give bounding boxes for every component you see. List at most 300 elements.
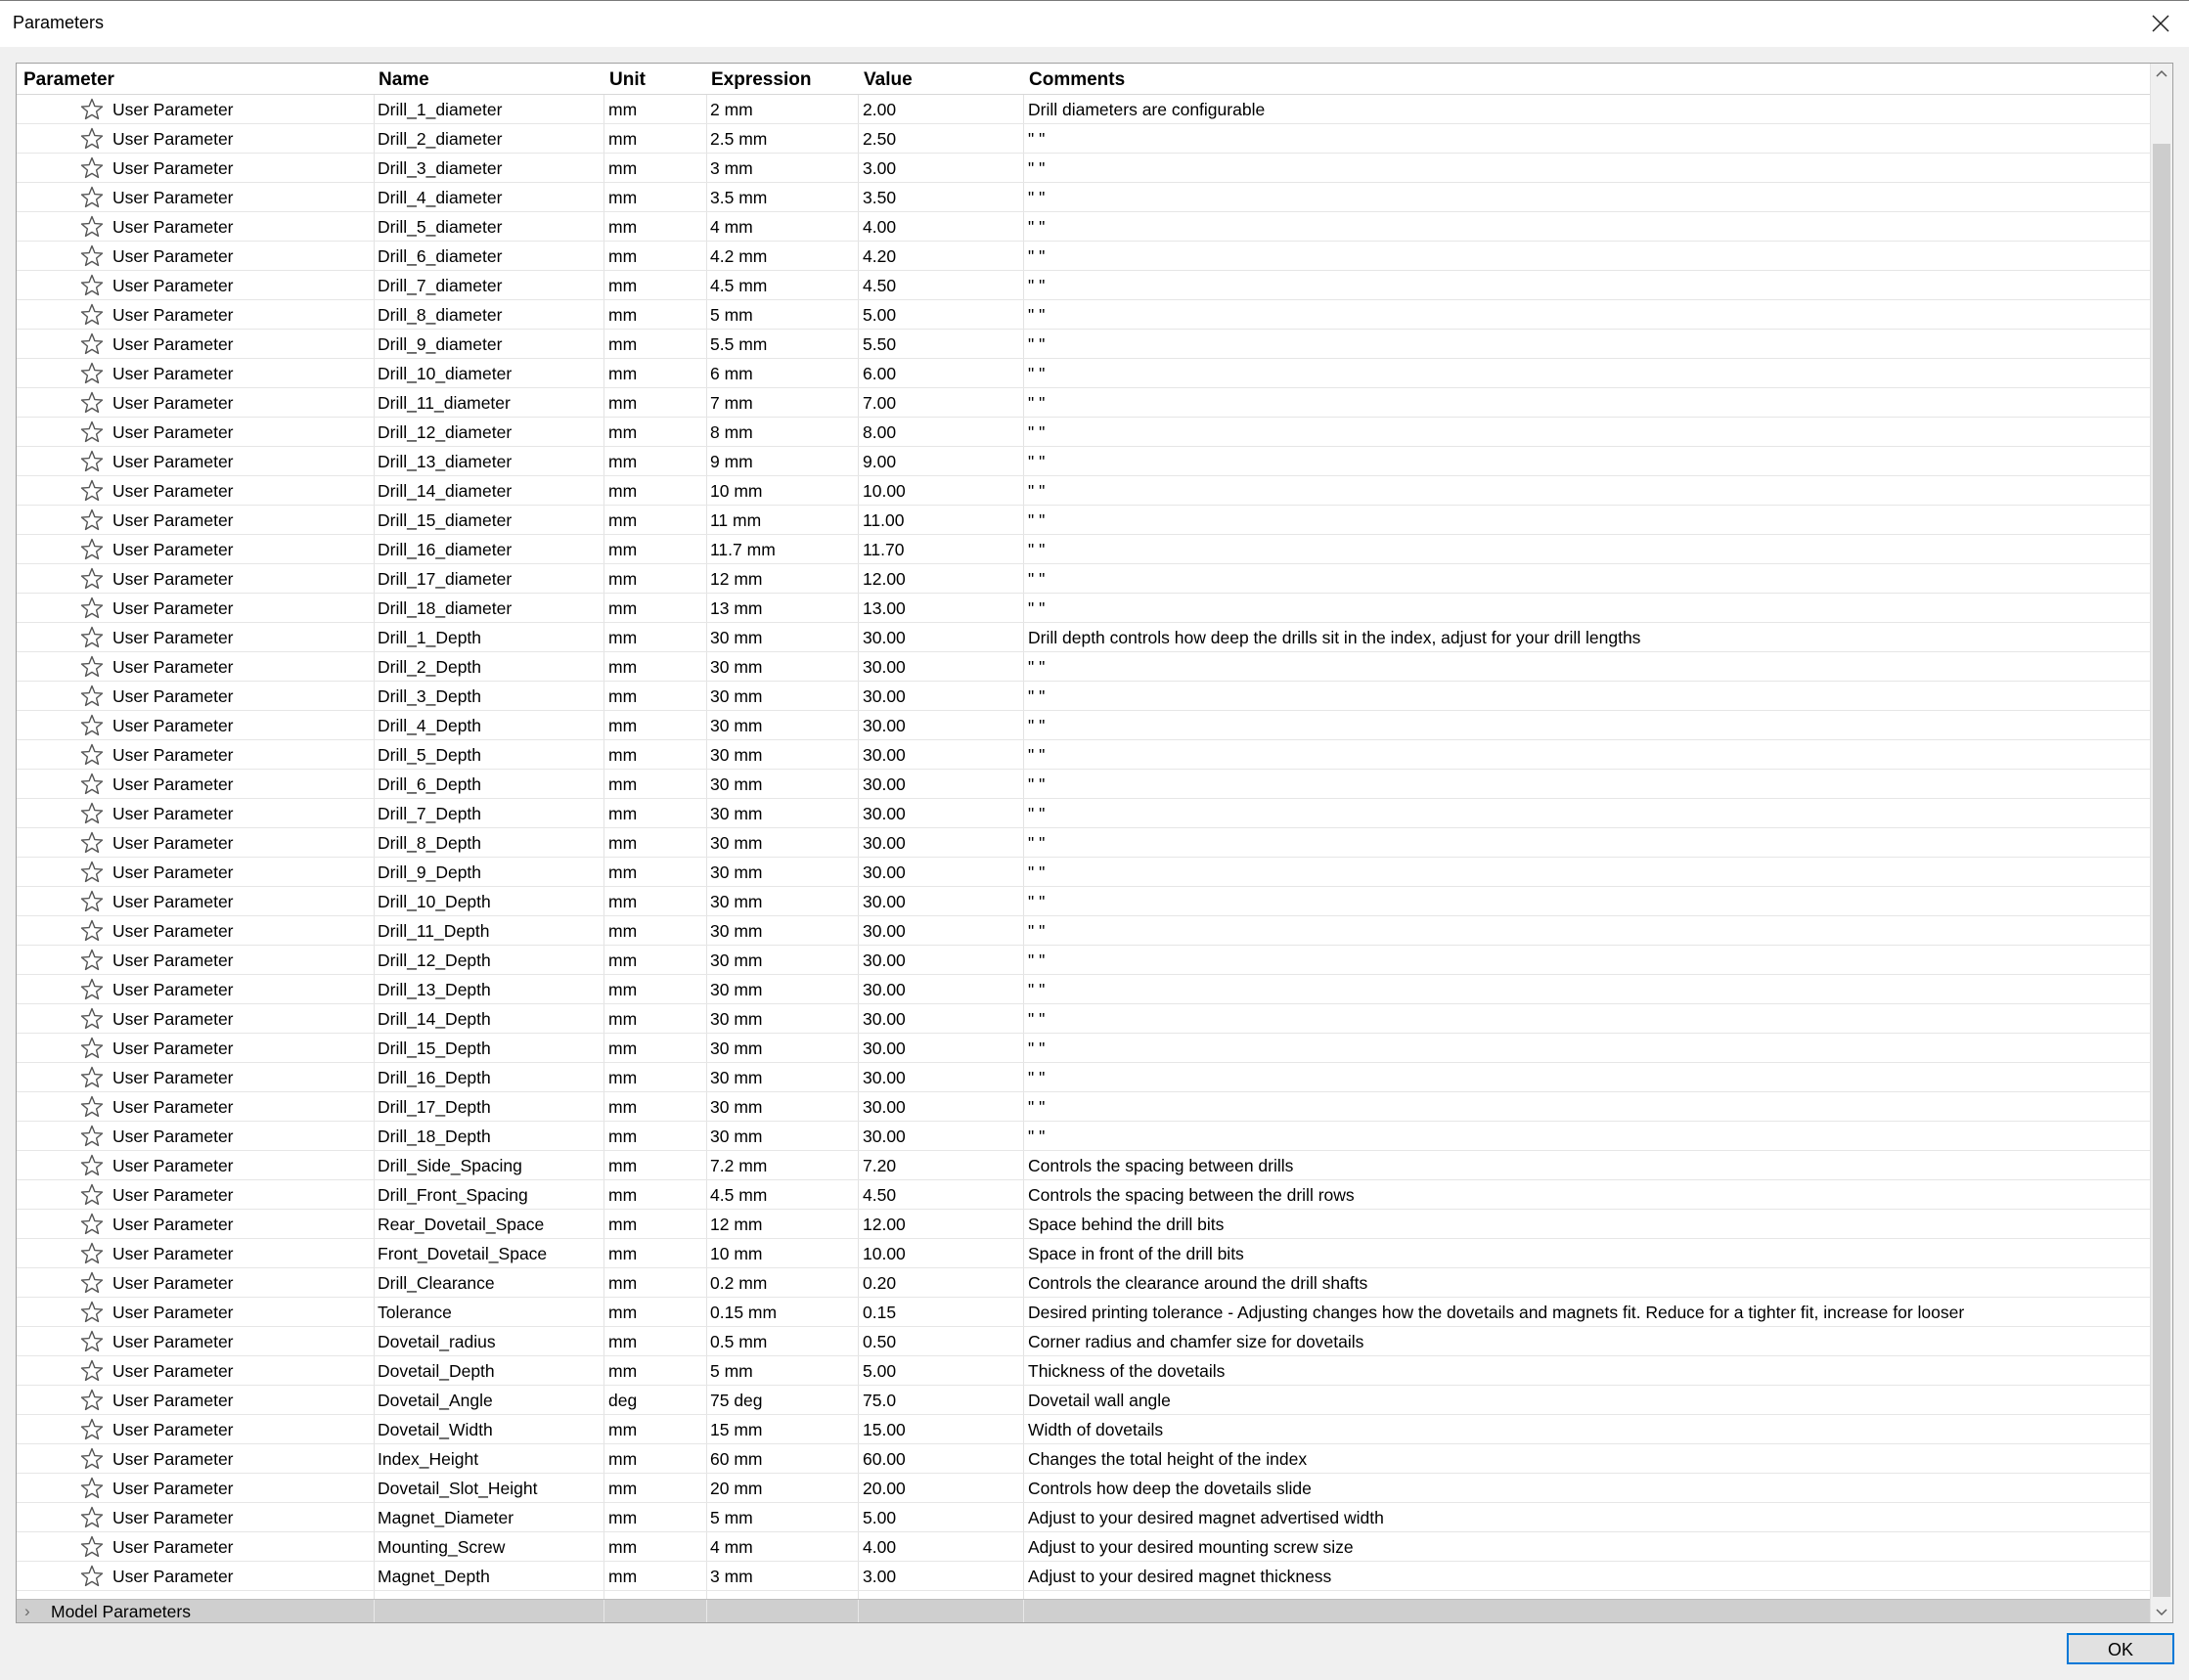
row-comment[interactable]: Space in front of the drill bits <box>1028 1244 1244 1263</box>
row-name[interactable]: Index_Height <box>378 1449 479 1469</box>
table-row[interactable] <box>17 916 2150 946</box>
table-row[interactable] <box>17 564 2150 594</box>
row-comment[interactable]: " " <box>1028 686 1046 706</box>
row-expression[interactable]: 30 mm <box>710 686 763 706</box>
star-outline-icon[interactable] <box>79 449 105 474</box>
table-row[interactable] <box>17 1474 2150 1503</box>
row-comment[interactable]: Controls the spacing between the drill rows <box>1028 1185 1355 1205</box>
star-outline-icon[interactable] <box>79 948 105 973</box>
row-comment[interactable]: Controls how deep the dovetails slide <box>1028 1479 1312 1498</box>
chevron-right-icon[interactable]: › <box>24 1602 30 1620</box>
row-name[interactable]: Drill_2_diameter <box>378 129 503 149</box>
table-row[interactable] <box>17 95 2150 124</box>
star-outline-icon[interactable] <box>79 1358 105 1384</box>
row-comment[interactable]: " " <box>1028 452 1046 471</box>
row-expression[interactable]: 3 mm <box>710 1567 753 1586</box>
table-row[interactable] <box>17 770 2150 799</box>
row-comment[interactable]: " " <box>1028 422 1046 442</box>
star-outline-icon[interactable] <box>79 596 105 621</box>
row-name[interactable]: Drill_3_Depth <box>378 686 482 706</box>
row-unit[interactable]: mm <box>608 686 638 706</box>
table-row[interactable] <box>17 476 2150 506</box>
table-row[interactable] <box>17 1386 2150 1415</box>
table-row[interactable] <box>17 946 2150 975</box>
vertical-scrollbar[interactable] <box>2150 64 2172 1622</box>
row-name[interactable]: Drill_10_diameter <box>378 364 513 383</box>
row-expression[interactable]: 2.5 mm <box>710 129 768 149</box>
row-name[interactable]: Drill_11_Depth <box>378 921 490 941</box>
row-unit[interactable]: mm <box>608 716 638 735</box>
row-name[interactable]: Drill_11_diameter <box>378 393 511 413</box>
row-expression[interactable]: 5 mm <box>710 1508 753 1527</box>
row-comment[interactable]: Adjust to your desired mounting screw size <box>1028 1537 1354 1557</box>
star-outline-icon[interactable] <box>79 1564 105 1589</box>
row-unit[interactable]: mm <box>608 1449 638 1469</box>
table-row[interactable] <box>17 828 2150 858</box>
star-outline-icon[interactable] <box>79 918 105 944</box>
row-expression[interactable]: 0.2 mm <box>710 1273 768 1293</box>
row-unit[interactable]: mm <box>608 276 638 295</box>
star-outline-icon[interactable] <box>79 302 105 328</box>
row-expression[interactable]: 7.2 mm <box>710 1156 768 1175</box>
table-row[interactable] <box>17 1063 2150 1092</box>
row-unit[interactable]: mm <box>608 1009 638 1029</box>
row-expression[interactable]: 30 mm <box>710 657 763 677</box>
row-unit[interactable]: mm <box>608 158 638 178</box>
row-name[interactable]: Drill_6_diameter <box>378 246 503 266</box>
row-name[interactable]: Drill_5_Depth <box>378 745 482 765</box>
header-value[interactable]: Value <box>864 69 913 90</box>
row-expression[interactable]: 11.7 mm <box>710 540 776 559</box>
row-expression[interactable]: 10 mm <box>710 481 763 501</box>
row-expression[interactable]: 4 mm <box>710 217 753 237</box>
row-unit[interactable]: mm <box>608 951 638 970</box>
row-unit[interactable]: mm <box>608 452 638 471</box>
row-expression[interactable]: 30 mm <box>710 774 763 794</box>
star-outline-icon[interactable] <box>79 1417 105 1442</box>
star-outline-icon[interactable] <box>79 155 105 181</box>
scroll-down-button[interactable] <box>2151 1601 2172 1622</box>
row-unit[interactable]: mm <box>608 246 638 266</box>
star-outline-icon[interactable] <box>79 625 105 650</box>
row-expression[interactable]: 3 mm <box>710 158 753 178</box>
row-name[interactable]: Mounting_Screw <box>378 1537 506 1557</box>
row-expression[interactable]: 30 mm <box>710 804 763 823</box>
star-outline-icon[interactable] <box>79 1006 105 1032</box>
star-outline-icon[interactable] <box>79 860 105 885</box>
row-comment[interactable]: " " <box>1028 569 1046 589</box>
table-row[interactable] <box>17 1444 2150 1474</box>
row-comment[interactable]: " " <box>1028 1009 1046 1029</box>
row-name[interactable]: Drill_Front_Spacing <box>378 1185 528 1205</box>
row-comment[interactable]: Controls the clearance around the drill shafts <box>1028 1273 1368 1293</box>
row-expression[interactable]: 4.5 mm <box>710 276 768 295</box>
row-comment[interactable]: " " <box>1028 804 1046 823</box>
row-comment[interactable]: Adjust to your desired magnet advertised width <box>1028 1508 1384 1527</box>
table-row[interactable] <box>17 124 2150 154</box>
table-row[interactable] <box>17 1327 2150 1356</box>
star-outline-icon[interactable] <box>79 1300 105 1325</box>
table-row[interactable] <box>17 682 2150 711</box>
row-name[interactable]: Drill_17_Depth <box>378 1097 491 1117</box>
star-outline-icon[interactable] <box>79 537 105 562</box>
table-row[interactable] <box>17 1298 2150 1327</box>
star-outline-icon[interactable] <box>79 1065 105 1090</box>
row-comment[interactable]: " " <box>1028 951 1046 970</box>
star-outline-icon[interactable] <box>79 684 105 709</box>
table-row[interactable] <box>17 330 2150 359</box>
row-unit[interactable]: mm <box>608 393 638 413</box>
row-comment[interactable]: " " <box>1028 921 1046 941</box>
row-name[interactable]: Drill_16_diameter <box>378 540 513 559</box>
table-row[interactable] <box>17 1180 2150 1210</box>
row-expression[interactable]: 5.5 mm <box>710 334 768 354</box>
row-name[interactable]: Magnet_Depth <box>378 1567 490 1586</box>
row-comment[interactable]: " " <box>1028 745 1046 765</box>
row-name[interactable]: Tolerance <box>378 1303 452 1322</box>
star-outline-icon[interactable] <box>79 390 105 416</box>
model-parameters-group[interactable] <box>17 1599 2150 1622</box>
row-comment[interactable]: " " <box>1028 246 1046 266</box>
star-outline-icon[interactable] <box>79 1124 105 1149</box>
row-name[interactable]: Drill_14_Depth <box>378 1009 491 1029</box>
table-row[interactable] <box>17 300 2150 330</box>
star-outline-icon[interactable] <box>79 889 105 914</box>
star-outline-icon[interactable] <box>79 1036 105 1061</box>
row-expression[interactable]: 9 mm <box>710 452 753 471</box>
star-outline-icon[interactable] <box>79 742 105 768</box>
star-outline-icon[interactable] <box>79 654 105 680</box>
row-expression[interactable]: 12 mm <box>710 569 763 589</box>
row-name[interactable]: Magnet_Diameter <box>378 1508 514 1527</box>
row-expression[interactable]: 4.2 mm <box>710 246 768 266</box>
row-comment[interactable]: " " <box>1028 657 1046 677</box>
table-row[interactable] <box>17 975 2150 1004</box>
table-row[interactable] <box>17 1562 2150 1591</box>
star-outline-icon[interactable] <box>79 1534 105 1560</box>
row-unit[interactable]: mm <box>608 833 638 853</box>
header-comments[interactable]: Comments <box>1029 69 1126 90</box>
row-unit[interactable]: mm <box>608 569 638 589</box>
row-unit[interactable]: mm <box>608 188 638 207</box>
row-expression[interactable]: 5 mm <box>710 1361 753 1381</box>
header-parameter[interactable]: Parameter <box>23 69 114 90</box>
row-comment[interactable]: Thickness of the dovetails <box>1028 1361 1226 1381</box>
row-unit[interactable]: mm <box>608 1508 638 1527</box>
star-outline-icon[interactable] <box>79 97 105 122</box>
row-expression[interactable]: 3.5 mm <box>710 188 768 207</box>
row-comment[interactable]: Width of dovetails <box>1028 1420 1164 1439</box>
row-expression[interactable]: 30 mm <box>710 1039 763 1058</box>
row-comment[interactable]: " " <box>1028 716 1046 735</box>
table-row[interactable] <box>17 154 2150 183</box>
row-unit[interactable]: mm <box>608 628 638 647</box>
table-row[interactable] <box>17 1268 2150 1298</box>
star-outline-icon[interactable] <box>79 1329 105 1354</box>
row-unit[interactable]: mm <box>608 217 638 237</box>
star-outline-icon[interactable] <box>79 420 105 445</box>
row-comment[interactable]: " " <box>1028 1039 1046 1058</box>
row-unit[interactable]: mm <box>608 1332 638 1351</box>
header-unit[interactable]: Unit <box>609 69 646 90</box>
row-unit[interactable]: mm <box>608 1537 638 1557</box>
row-comment[interactable]: " " <box>1028 481 1046 501</box>
row-expression[interactable]: 30 mm <box>710 862 763 882</box>
star-outline-icon[interactable] <box>79 478 105 504</box>
row-comment[interactable]: " " <box>1028 305 1046 325</box>
star-outline-icon[interactable] <box>79 1182 105 1208</box>
row-unit[interactable]: mm <box>608 1567 638 1586</box>
row-unit[interactable]: mm <box>608 921 638 941</box>
row-comment[interactable]: " " <box>1028 862 1046 882</box>
row-unit[interactable]: mm <box>608 481 638 501</box>
star-outline-icon[interactable] <box>79 1241 105 1266</box>
row-comment[interactable]: " " <box>1028 217 1046 237</box>
row-comment[interactable]: Adjust to your desired magnet thickness <box>1028 1567 1332 1586</box>
row-expression[interactable]: 30 mm <box>710 745 763 765</box>
table-row[interactable] <box>17 1415 2150 1444</box>
table-row[interactable] <box>17 447 2150 476</box>
row-name[interactable]: Rear_Dovetail_Space <box>378 1215 545 1234</box>
row-name[interactable]: Drill_4_diameter <box>378 188 503 207</box>
row-name[interactable]: Drill_1_diameter <box>378 100 503 119</box>
row-name[interactable]: Drill_10_Depth <box>378 892 491 911</box>
row-unit[interactable]: mm <box>608 1097 638 1117</box>
row-name[interactable]: Front_Dovetail_Space <box>378 1244 548 1263</box>
row-unit[interactable]: mm <box>608 305 638 325</box>
row-unit[interactable]: mm <box>608 334 638 354</box>
star-outline-icon[interactable] <box>79 1270 105 1296</box>
row-name[interactable]: Drill_5_diameter <box>378 217 503 237</box>
star-outline-icon[interactable] <box>79 977 105 1002</box>
row-unit[interactable]: mm <box>608 804 638 823</box>
table-row[interactable] <box>17 359 2150 388</box>
row-name[interactable]: Drill_13_Depth <box>378 980 491 999</box>
row-comment[interactable]: Changes the total height of the index <box>1028 1449 1308 1469</box>
table-row[interactable] <box>17 271 2150 300</box>
row-expression[interactable]: 30 mm <box>710 716 763 735</box>
row-name[interactable]: Dovetail_Slot_Height <box>378 1479 538 1498</box>
row-unit[interactable]: mm <box>608 598 638 618</box>
row-name[interactable]: Drill_12_diameter <box>378 422 513 442</box>
table-row[interactable] <box>17 1151 2150 1180</box>
row-name[interactable]: Drill_4_Depth <box>378 716 482 735</box>
star-outline-icon[interactable] <box>79 126 105 152</box>
row-unit[interactable]: mm <box>608 129 638 149</box>
table-row[interactable] <box>17 1004 2150 1034</box>
table-row[interactable] <box>17 212 2150 242</box>
table-row[interactable] <box>17 652 2150 682</box>
table-row[interactable] <box>17 858 2150 887</box>
row-unit[interactable]: mm <box>608 1303 638 1322</box>
star-outline-icon[interactable] <box>79 1446 105 1472</box>
table-row[interactable] <box>17 740 2150 770</box>
row-expression[interactable]: 0.15 mm <box>710 1303 778 1322</box>
row-expression[interactable]: 30 mm <box>710 628 763 647</box>
table-row[interactable] <box>17 242 2150 271</box>
star-outline-icon[interactable] <box>79 801 105 826</box>
table-row[interactable] <box>17 594 2150 623</box>
row-expression[interactable]: 30 mm <box>710 980 763 999</box>
row-comment[interactable]: Drill diameters are configurable <box>1028 100 1266 119</box>
table-row[interactable] <box>17 799 2150 828</box>
row-name[interactable]: Drill_Side_Spacing <box>378 1156 522 1175</box>
row-unit[interactable]: mm <box>608 100 638 119</box>
row-name[interactable]: Drill_1_Depth <box>378 628 482 647</box>
row-name[interactable]: Drill_7_diameter <box>378 276 503 295</box>
row-name[interactable]: Drill_3_diameter <box>378 158 503 178</box>
star-outline-icon[interactable] <box>79 508 105 533</box>
row-unit[interactable]: mm <box>608 1068 638 1087</box>
row-expression[interactable]: 60 mm <box>710 1449 763 1469</box>
table-row[interactable] <box>17 1092 2150 1122</box>
row-expression[interactable]: 30 mm <box>710 892 763 911</box>
row-expression[interactable]: 6 mm <box>710 364 753 383</box>
row-comment[interactable]: " " <box>1028 1068 1046 1087</box>
row-unit[interactable]: deg <box>608 1391 638 1410</box>
row-name[interactable]: Drill_13_diameter <box>378 452 513 471</box>
row-expression[interactable]: 15 mm <box>710 1420 763 1439</box>
row-name[interactable]: Drill_6_Depth <box>378 774 482 794</box>
row-unit[interactable]: mm <box>608 1420 638 1439</box>
row-expression[interactable]: 2 mm <box>710 100 753 119</box>
row-comment[interactable]: Desired printing tolerance - Adjusting changes how the dovetails and magnets fit. Reduce for a tighter fit, increase for looser <box>1028 1303 1965 1322</box>
row-expression[interactable]: 30 mm <box>710 1127 763 1146</box>
star-outline-icon[interactable] <box>79 1505 105 1530</box>
row-unit[interactable]: mm <box>608 1156 638 1175</box>
row-unit[interactable]: mm <box>608 980 638 999</box>
row-name[interactable]: Drill_8_diameter <box>378 305 503 325</box>
table-row[interactable] <box>17 418 2150 447</box>
row-expression[interactable]: 30 mm <box>710 951 763 970</box>
row-name[interactable]: Drill_16_Depth <box>378 1068 491 1087</box>
row-comment[interactable]: " " <box>1028 158 1046 178</box>
table-row[interactable] <box>17 1503 2150 1532</box>
row-unit[interactable]: mm <box>608 422 638 442</box>
row-comment[interactable]: " " <box>1028 598 1046 618</box>
star-outline-icon[interactable] <box>79 1094 105 1120</box>
star-outline-icon[interactable] <box>79 185 105 210</box>
star-outline-icon[interactable] <box>79 1388 105 1413</box>
close-button[interactable] <box>2134 1 2189 47</box>
row-comment[interactable]: Dovetail wall angle <box>1028 1391 1171 1410</box>
row-expression[interactable]: 30 mm <box>710 1009 763 1029</box>
row-unit[interactable]: mm <box>608 1479 638 1498</box>
row-comment[interactable]: " " <box>1028 540 1046 559</box>
table-row[interactable] <box>17 506 2150 535</box>
row-expression[interactable]: 13 mm <box>710 598 763 618</box>
row-comment[interactable]: Corner radius and chamfer size for dovetails <box>1028 1332 1364 1351</box>
row-name[interactable]: Drill_8_Depth <box>378 833 482 853</box>
star-outline-icon[interactable] <box>79 772 105 797</box>
row-unit[interactable]: mm <box>608 774 638 794</box>
row-name[interactable]: Dovetail_Angle <box>378 1391 493 1410</box>
table-row[interactable] <box>17 1210 2150 1239</box>
star-outline-icon[interactable] <box>79 713 105 738</box>
header-expression[interactable]: Expression <box>711 69 812 90</box>
row-unit[interactable]: mm <box>608 745 638 765</box>
row-comment[interactable]: " " <box>1028 334 1046 354</box>
table-row[interactable] <box>17 887 2150 916</box>
row-expression[interactable]: 30 mm <box>710 921 763 941</box>
row-comment[interactable]: " " <box>1028 1127 1046 1146</box>
row-expression[interactable]: 8 mm <box>710 422 753 442</box>
row-comment[interactable]: Space behind the drill bits <box>1028 1215 1225 1234</box>
table-row[interactable] <box>17 1356 2150 1386</box>
scroll-up-button[interactable] <box>2151 64 2172 85</box>
row-name[interactable]: Dovetail_Width <box>378 1420 493 1439</box>
table-row[interactable] <box>17 1532 2150 1562</box>
star-outline-icon[interactable] <box>79 214 105 240</box>
row-name[interactable]: Drill_15_Depth <box>378 1039 491 1058</box>
table-row[interactable] <box>17 1239 2150 1268</box>
row-expression[interactable]: 30 mm <box>710 1068 763 1087</box>
row-unit[interactable]: mm <box>608 1185 638 1205</box>
row-name[interactable]: Drill_18_Depth <box>378 1127 491 1146</box>
row-unit[interactable]: mm <box>608 1273 638 1293</box>
row-expression[interactable]: 30 mm <box>710 833 763 853</box>
row-name[interactable]: Drill_9_diameter <box>378 334 503 354</box>
row-name[interactable]: Drill_14_diameter <box>378 481 513 501</box>
row-comment[interactable]: " " <box>1028 188 1046 207</box>
row-comment[interactable]: " " <box>1028 129 1046 149</box>
row-name[interactable]: Drill_12_Depth <box>378 951 491 970</box>
row-expression[interactable]: 4.5 mm <box>710 1185 768 1205</box>
star-outline-icon[interactable] <box>79 1153 105 1178</box>
star-outline-icon[interactable] <box>79 361 105 386</box>
star-outline-icon[interactable] <box>79 1212 105 1237</box>
row-expression[interactable]: 4 mm <box>710 1537 753 1557</box>
row-unit[interactable]: mm <box>608 1244 638 1263</box>
row-expression[interactable]: 5 mm <box>710 305 753 325</box>
star-outline-icon[interactable] <box>79 566 105 592</box>
table-row[interactable] <box>17 623 2150 652</box>
row-name[interactable]: Drill_17_diameter <box>378 569 513 589</box>
row-name[interactable]: Drill_9_Depth <box>378 862 482 882</box>
star-outline-icon[interactable] <box>79 1476 105 1501</box>
row-expression[interactable]: 7 mm <box>710 393 753 413</box>
row-comment[interactable]: " " <box>1028 1097 1046 1117</box>
table-row[interactable] <box>17 183 2150 212</box>
table-row[interactable] <box>17 1034 2150 1063</box>
row-expression[interactable]: 0.5 mm <box>710 1332 768 1351</box>
row-expression[interactable]: 11 mm <box>710 510 762 530</box>
row-comment[interactable]: " " <box>1028 833 1046 853</box>
row-name[interactable]: Dovetail_radius <box>378 1332 496 1351</box>
row-expression[interactable]: 12 mm <box>710 1215 763 1234</box>
row-name[interactable]: Drill_2_Depth <box>378 657 482 677</box>
row-name[interactable]: Dovetail_Depth <box>378 1361 495 1381</box>
row-expression[interactable]: 30 mm <box>710 1097 763 1117</box>
row-comment[interactable]: Drill depth controls how deep the drills sit in the index, adjust for your drill lengths <box>1028 628 1641 647</box>
star-outline-icon[interactable] <box>79 273 105 298</box>
star-outline-icon[interactable] <box>79 243 105 269</box>
row-name[interactable]: Drill_18_diameter <box>378 598 513 618</box>
star-outline-icon[interactable] <box>79 332 105 357</box>
row-expression[interactable]: 20 mm <box>710 1479 763 1498</box>
row-comment[interactable]: " " <box>1028 774 1046 794</box>
row-comment[interactable]: " " <box>1028 276 1046 295</box>
table-row[interactable] <box>17 1122 2150 1151</box>
row-expression[interactable]: 10 mm <box>710 1244 763 1263</box>
row-unit[interactable]: mm <box>608 510 638 530</box>
row-comment[interactable]: " " <box>1028 980 1046 999</box>
row-unit[interactable]: mm <box>608 862 638 882</box>
row-unit[interactable]: mm <box>608 1039 638 1058</box>
table-row[interactable] <box>17 711 2150 740</box>
row-unit[interactable]: mm <box>608 540 638 559</box>
table-row[interactable] <box>17 535 2150 564</box>
